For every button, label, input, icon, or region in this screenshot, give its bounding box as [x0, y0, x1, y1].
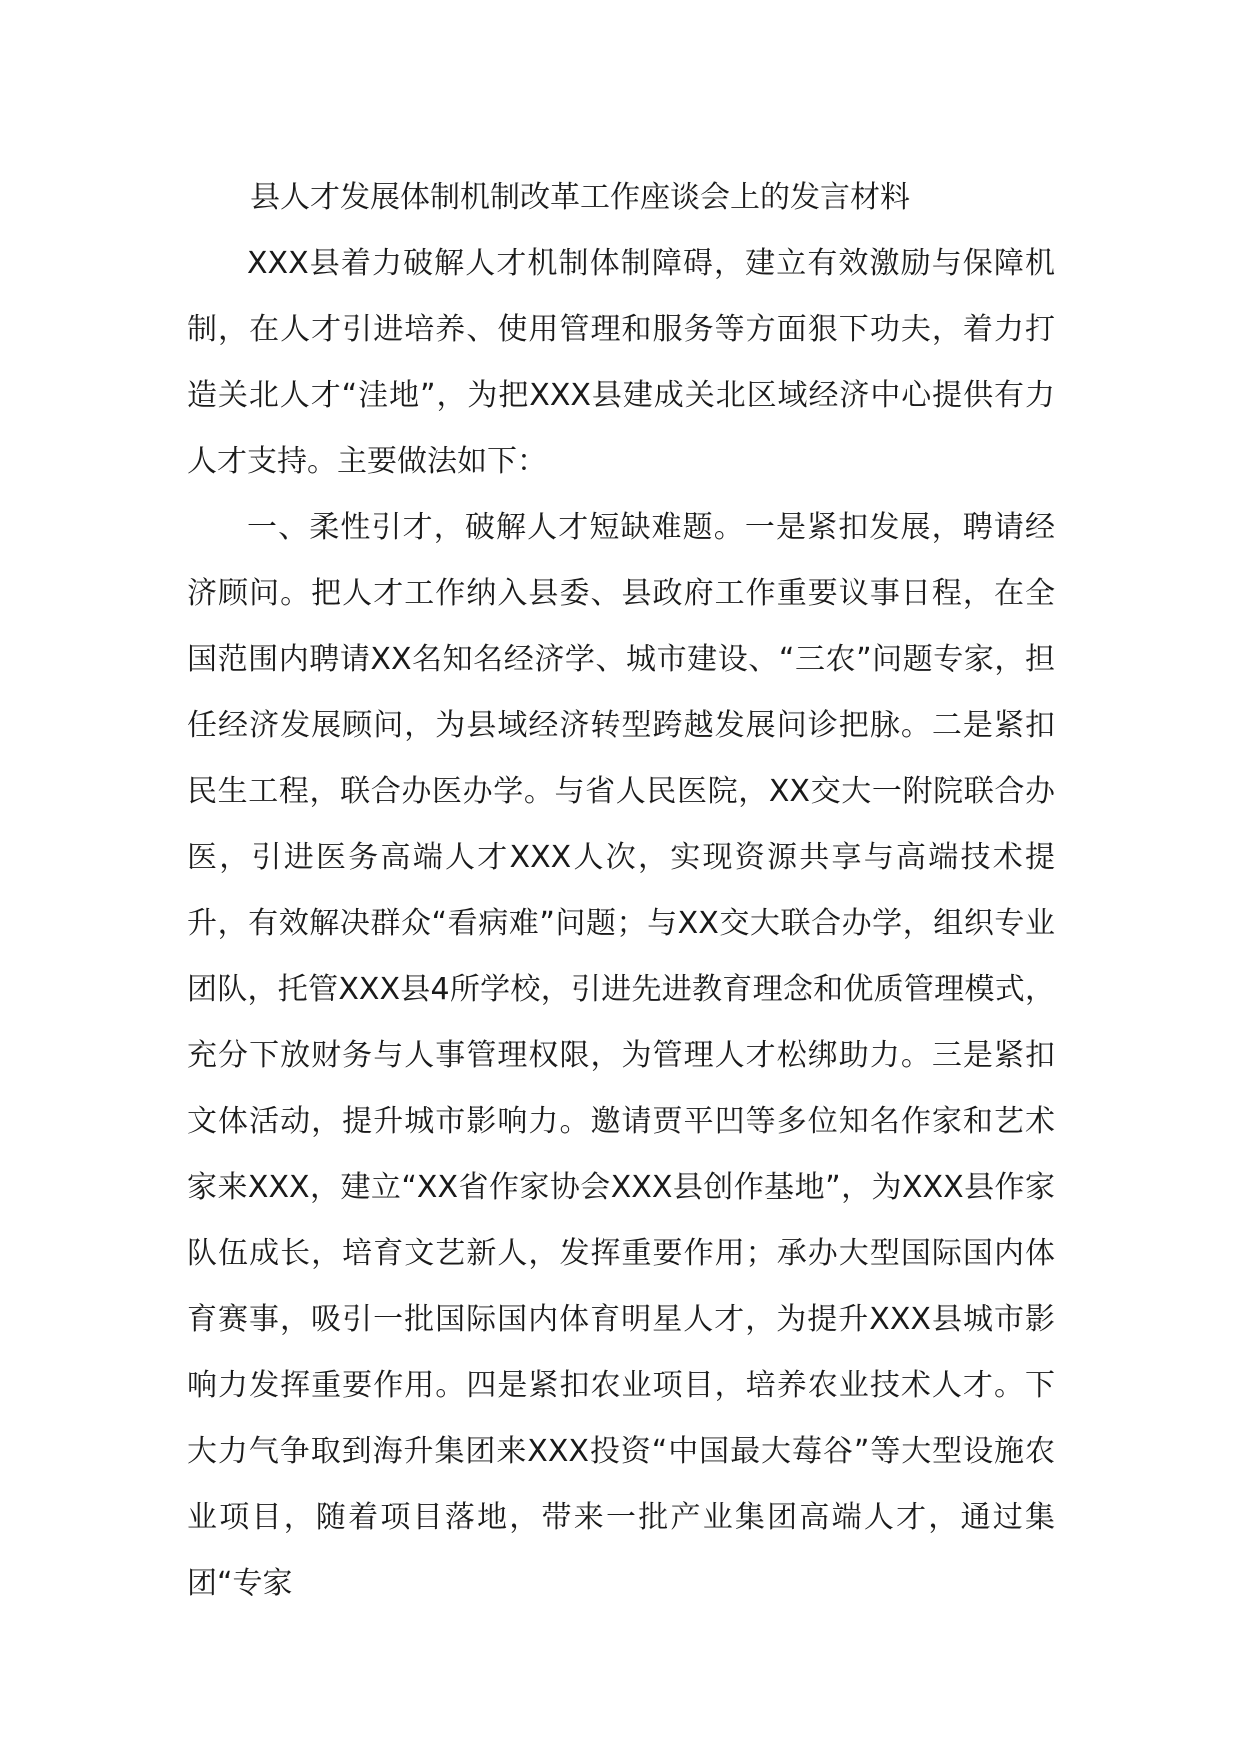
paragraph-section-one: 一、柔性引才，破解人才短缺难题。一是紧扣发展，聘请经济顾问。把人才工作纳入县委、县政府工作重要议事日程，在全国范围内聘请XX名知名经济学、城市建设、“三农”问题专家，担任经济发展顾问，为县域经济转型跨越发展问诊把脉。二是紧扣民生工程，联合办医办学。与省人民医院，XX交大一附院联合办医，引进医务高端人才XXX人次，实现资源共享与高端技术提升，有效解决群众“看病难”问题；与XX交大联合办学，组织专业团队，托管XXX县4所学校，引进先进教育理念和优质管理模式，充分下放财务与人事管理权限，为管理人才松绑助力。三是紧扣文体活动，提升城市影响力。邀请贾平凹等多位知名作家和艺术家来XXX，建立“XX省作家协会XXX县创作基地”，为XXX县作家队伍成长，培育文艺新人，发挥重要作用；承办大型国际国内体育赛事，吸引一批国际国内体育明星人才，为提升XXX县城市影响力发挥重要作用。四是紧扣农业项目，培养农业技术人才。下大力气争取到海升集团来XXX投资“中国最大莓谷”等大型设施农业项目，随着项目落地，带来一批产业集团高端人才，通过集团“专家	[187, 510, 1055, 1601]
paragraph-intro: XXX县着力破解人才机制体制障碍，建立有效激励与保障机制，在人才引进培养、使用管理和服务等方面狠下功夫，着力打造关北人才“洼地”，为把XXX县建成关北区域经济中心提供有力人才支持。主要做法如下：	[187, 246, 1055, 479]
document-title: 县人才发展体制机制改革工作座谈会上的发言材料	[250, 180, 910, 215]
document-body	[187, 231, 1055, 1617]
